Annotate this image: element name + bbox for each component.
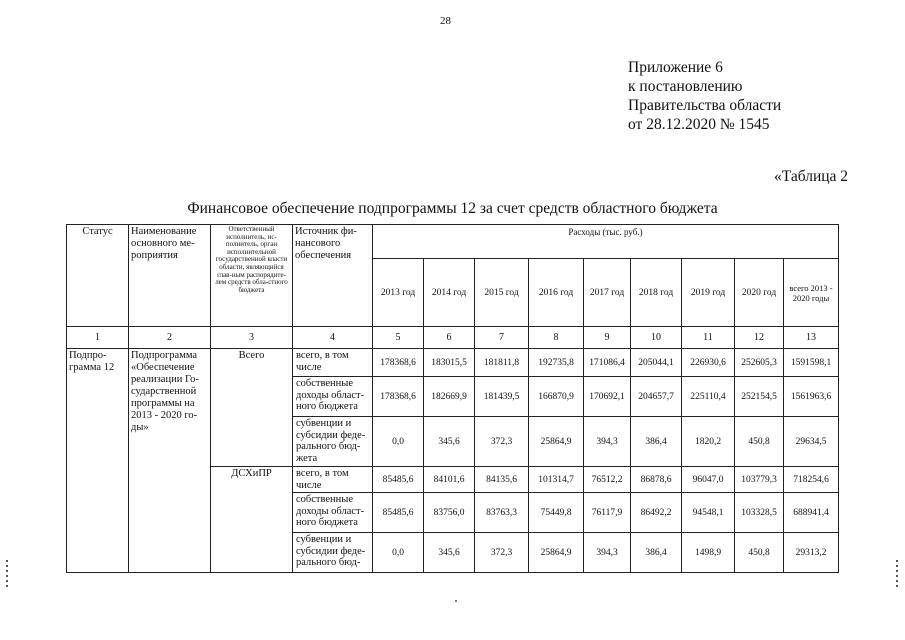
header-year-total: всего 2013 - 2020 годы xyxy=(784,259,839,327)
value-cell: 394,3 xyxy=(584,533,631,573)
appendix-line: Приложение 6 xyxy=(628,59,723,76)
value-cell: 688941,4 xyxy=(784,493,839,533)
value-cell: 450,8 xyxy=(735,533,784,573)
value-cell: 1561963,6 xyxy=(784,377,839,417)
value-cell: 372,3 xyxy=(475,533,529,573)
header-year: 2015 год xyxy=(475,259,529,327)
value-cell: 225110,4 xyxy=(682,377,735,417)
column-number: 7 xyxy=(475,327,529,349)
program-name-cell: Подпрограмма «Обеспечение реализации Го-сударственной программы на 2013 - 2020 го-ды» xyxy=(129,349,211,573)
status-cell: Подпро-грамма 12 xyxy=(67,349,129,573)
value-cell: 0,0 xyxy=(373,533,424,573)
scan-edge-mark-left xyxy=(6,560,8,588)
value-cell: 386,4 xyxy=(631,417,682,467)
header-year: 2016 год xyxy=(529,259,584,327)
column-number: 2 xyxy=(129,327,211,349)
header-expenses: Расходы (тыс. руб.) xyxy=(373,225,839,259)
executor-cell: Всего xyxy=(211,349,293,467)
value-cell: 1591598,1 xyxy=(784,349,839,377)
header-year: 2018 год xyxy=(631,259,682,327)
value-cell: 170692,1 xyxy=(584,377,631,417)
column-number: 3 xyxy=(211,327,293,349)
value-cell: 345,6 xyxy=(424,533,475,573)
column-number: 5 xyxy=(373,327,424,349)
table-title: Финансовое обеспечение подпрограммы 12 за счет средств областного бюджета xyxy=(187,200,718,217)
header-source: Источник фи-нансового обеспечения xyxy=(293,225,373,327)
column-number: 9 xyxy=(584,327,631,349)
value-cell: 204657,7 xyxy=(631,377,682,417)
column-number: 13 xyxy=(784,327,839,349)
column-number: 8 xyxy=(529,327,584,349)
appendix-line: Правительства области xyxy=(628,97,782,114)
value-cell: 178368,6 xyxy=(373,349,424,377)
value-cell: 86492,2 xyxy=(631,493,682,533)
header-year: 2020 год xyxy=(735,259,784,327)
value-cell: 85485,6 xyxy=(373,493,424,533)
value-cell: 101314,7 xyxy=(529,467,584,493)
source-cell: субвенции и субсидии феде-рального бюд-жета xyxy=(293,417,373,467)
scan-edge-mark-right xyxy=(896,560,898,588)
value-cell: 103779,3 xyxy=(735,467,784,493)
header-year: 2017 год xyxy=(584,259,631,327)
value-cell: 84135,6 xyxy=(475,467,529,493)
value-cell: 25864,9 xyxy=(529,417,584,467)
value-cell: 84101,6 xyxy=(424,467,475,493)
value-cell: 394,3 xyxy=(584,417,631,467)
value-cell: 1498,9 xyxy=(682,533,735,573)
value-cell: 103328,5 xyxy=(735,493,784,533)
column-number: 6 xyxy=(424,327,475,349)
value-cell: 252605,3 xyxy=(735,349,784,377)
appendix-line: к постановлению xyxy=(628,78,743,95)
value-cell: 178368,6 xyxy=(373,377,424,417)
value-cell: 718254,6 xyxy=(784,467,839,493)
value-cell: 205044,1 xyxy=(631,349,682,377)
column-number: 11 xyxy=(682,327,735,349)
finance-table xyxy=(66,224,839,573)
header-year: 2019 год xyxy=(682,259,735,327)
column-number: 12 xyxy=(735,327,784,349)
value-cell: 0,0 xyxy=(373,417,424,467)
source-cell: собственные доходы област-ного бюджета xyxy=(293,493,373,533)
header-year: 2014 год xyxy=(424,259,475,327)
value-cell: 83756,0 xyxy=(424,493,475,533)
value-cell: 83763,3 xyxy=(475,493,529,533)
value-cell: 29634,5 xyxy=(784,417,839,467)
header-name: Наименование основного ме-роприятия xyxy=(129,225,211,327)
source-cell: всего, в том числе xyxy=(293,349,373,377)
source-cell: субвенции и субсидии феде-рального бюд- xyxy=(293,533,373,573)
value-cell: 75449,8 xyxy=(529,493,584,533)
appendix-line: от 28.12.2020 № 1545 xyxy=(628,116,770,133)
value-cell: 183015,5 xyxy=(424,349,475,377)
value-cell: 345,6 xyxy=(424,417,475,467)
value-cell: 1820,2 xyxy=(682,417,735,467)
table-label: «Таблица 2 xyxy=(774,168,849,185)
value-cell: 386,4 xyxy=(631,533,682,573)
value-cell: 76512,2 xyxy=(584,467,631,493)
value-cell: 76117,9 xyxy=(584,493,631,533)
value-cell: 171086,4 xyxy=(584,349,631,377)
executor-cell: ДСХиПР xyxy=(211,467,293,573)
column-number: 10 xyxy=(631,327,682,349)
value-cell: 181439,5 xyxy=(475,377,529,417)
value-cell: 372,3 xyxy=(475,417,529,467)
value-cell: 96047,0 xyxy=(682,467,735,493)
source-cell: всего, в том числе xyxy=(293,467,373,493)
value-cell: 85485,6 xyxy=(373,467,424,493)
header-year: 2013 год xyxy=(373,259,424,327)
value-cell: 226930,6 xyxy=(682,349,735,377)
value-cell: 450,8 xyxy=(735,417,784,467)
header-executor: Ответственный исполнитель, ис-полнитель, орган исполнительной государственной власти области, являющийся глав-ным распорядите-лем средств обла-стного бюджета xyxy=(211,225,293,327)
value-cell: 25864,9 xyxy=(529,533,584,573)
value-cell: 166870,9 xyxy=(529,377,584,417)
value-cell: 182669,9 xyxy=(424,377,475,417)
appendix-block xyxy=(628,58,781,134)
source-cell: собственные доходы област-ного бюджета xyxy=(293,377,373,417)
value-cell: 86878,6 xyxy=(631,467,682,493)
value-cell: 94548,1 xyxy=(682,493,735,533)
header-status: Статус xyxy=(67,225,129,327)
value-cell: 252154,5 xyxy=(735,377,784,417)
page-number: 28 xyxy=(440,15,451,27)
column-number: 1 xyxy=(67,327,129,349)
value-cell: 29313,2 xyxy=(784,533,839,573)
scan-speck xyxy=(455,600,457,602)
value-cell: 181811,8 xyxy=(475,349,529,377)
column-number: 4 xyxy=(293,327,373,349)
value-cell: 192735,8 xyxy=(529,349,584,377)
